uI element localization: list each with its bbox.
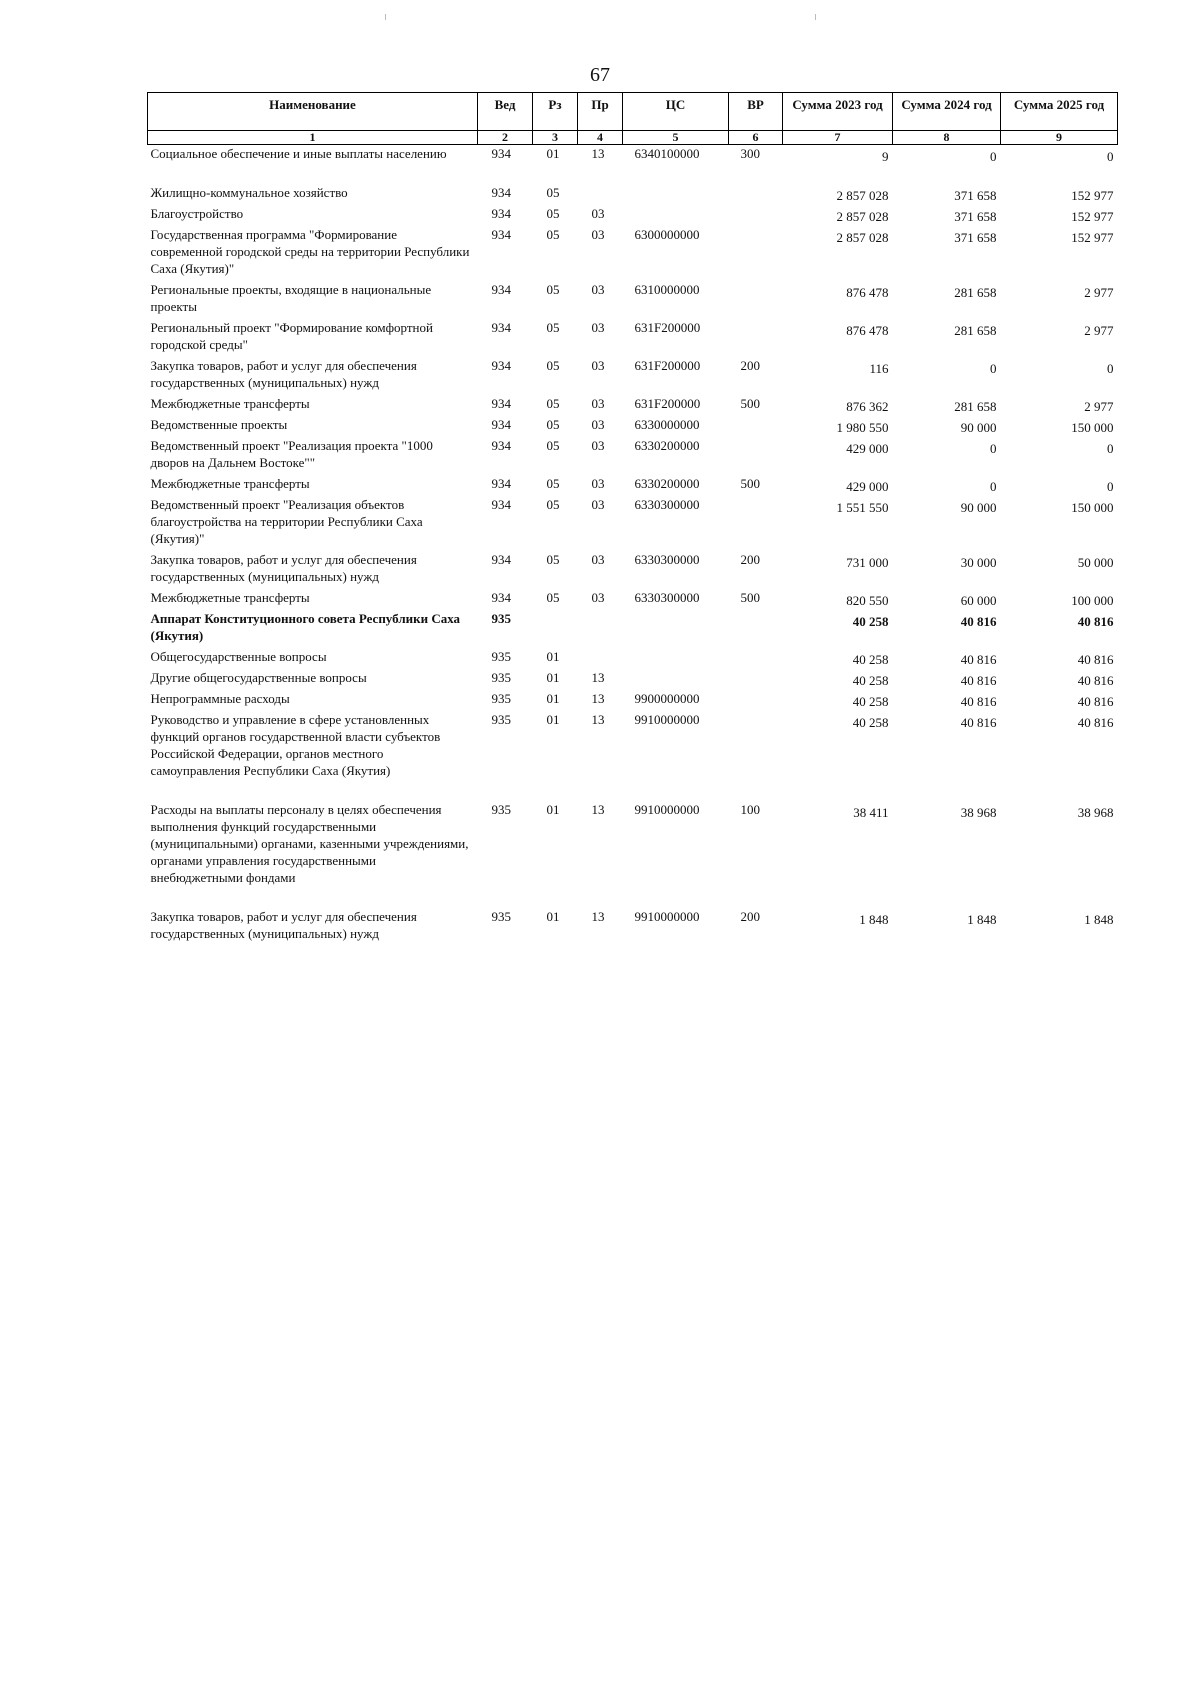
cell-sum-2025-value: 40 816 xyxy=(1077,694,1114,709)
cell-vr: 300 xyxy=(740,146,760,161)
cell-rz: 05 xyxy=(546,590,560,605)
cell-sum-2023-value: 40 258 xyxy=(852,673,889,688)
cell-pr: 03 xyxy=(591,282,605,297)
cell-ved: 934 xyxy=(491,358,511,373)
cell-pr: 03 xyxy=(591,396,605,411)
cell-sum-2024 xyxy=(893,279,1001,317)
cell-name: Ведомственный проект "Реализация проекта "1000 дворов на Дальнем Востоке"" xyxy=(150,438,433,470)
cell-sum-2023-value: 2 857 028 xyxy=(836,209,889,224)
cell-rz: 01 xyxy=(546,691,560,706)
cell-sum-2025 xyxy=(1001,888,1118,944)
cell-name: Межбюджетные трансферты xyxy=(150,396,310,411)
cell-sum-2024-value: 60 000 xyxy=(960,593,997,608)
cell-ved: 934 xyxy=(491,185,511,200)
cell-pr: 03 xyxy=(591,320,605,335)
cell-cs: 631F200000 xyxy=(634,320,701,335)
table-row xyxy=(148,549,1118,587)
cell-name: Другие общегосударственные вопросы xyxy=(150,670,367,685)
cell-rz: 05 xyxy=(546,476,560,491)
cell-sum-2025-value: 40 816 xyxy=(1077,673,1114,688)
cell-sum-2023 xyxy=(783,414,893,435)
cell-sum-2024 xyxy=(893,145,1001,165)
cell-rz: 05 xyxy=(546,320,560,335)
cell-sum-2025-value: 38 968 xyxy=(1077,805,1114,820)
cell-pr: 03 xyxy=(591,497,605,512)
cell-sum-2025 xyxy=(1001,317,1118,355)
cell-vr: 500 xyxy=(740,476,760,491)
cell-sum-2023-value: 1 551 550 xyxy=(836,500,889,515)
cell-sum-2024 xyxy=(893,549,1001,587)
cell-rz: 05 xyxy=(546,358,560,373)
cell-sum-2025-value: 0 xyxy=(1107,441,1114,456)
table-row xyxy=(148,145,1118,165)
cell-sum-2025-value: 150 000 xyxy=(1071,500,1114,515)
cell-sum-2023 xyxy=(783,317,893,355)
cell-name: Региональный проект "Формирование комфортной городской среды" xyxy=(150,320,433,352)
table-row xyxy=(148,667,1118,688)
cell-sum-2024-value: 0 xyxy=(990,149,997,164)
cell-cs xyxy=(623,203,729,224)
cell-sum-2025-value: 2 977 xyxy=(1084,285,1114,300)
cell-rz: 01 xyxy=(546,802,560,817)
cell-sum-2024-value: 40 816 xyxy=(960,652,997,667)
table-row xyxy=(148,646,1118,667)
cell-sum-2024 xyxy=(893,608,1001,646)
header-sum-2023: Сумма 2023 год xyxy=(783,93,893,131)
cell-sum-2023-value: 116 xyxy=(869,361,889,376)
cell-cs: 6330200000 xyxy=(634,438,700,453)
cell-sum-2023-value: 40 258 xyxy=(852,715,889,730)
column-number: 7 xyxy=(783,131,893,145)
cell-vr xyxy=(729,317,783,355)
table-row xyxy=(148,709,1118,781)
cell-cs xyxy=(623,164,729,203)
cell-sum-2025-value: 50 000 xyxy=(1077,555,1114,570)
cell-sum-2024-value: 371 658 xyxy=(954,230,997,245)
column-number: 4 xyxy=(578,131,623,145)
table-row xyxy=(148,393,1118,414)
cell-sum-2025 xyxy=(1001,646,1118,667)
cell-name: Руководство и управление в сфере установленных функций органов государственной власти субъектов Российской Федерации, органов местного самоуправления Республики Саха (Якутия) xyxy=(150,712,441,778)
cell-vr: 200 xyxy=(740,358,760,373)
cell-cs: 9910000000 xyxy=(634,712,700,727)
cell-name: Непрограммные расходы xyxy=(150,691,290,706)
cell-pr xyxy=(578,164,623,203)
cell-pr: 03 xyxy=(591,476,605,491)
cell-pr: 03 xyxy=(591,417,605,432)
cell-sum-2024-value: 40 816 xyxy=(960,614,997,629)
cell-vr xyxy=(729,667,783,688)
cell-ved: 935 xyxy=(491,649,511,664)
cell-pr: 13 xyxy=(591,670,605,685)
cell-sum-2025 xyxy=(1001,164,1118,203)
header-cs: ЦС xyxy=(623,93,729,131)
cell-pr: 13 xyxy=(591,691,605,706)
cell-ved: 934 xyxy=(491,227,511,242)
cell-sum-2025 xyxy=(1001,709,1118,781)
cell-vr xyxy=(729,608,783,646)
cell-sum-2023 xyxy=(783,203,893,224)
cell-sum-2024 xyxy=(893,473,1001,494)
cell-sum-2024-value: 90 000 xyxy=(960,420,997,435)
table-row xyxy=(148,608,1118,646)
cell-sum-2025-value: 40 816 xyxy=(1077,652,1114,667)
cell-sum-2023 xyxy=(783,279,893,317)
cell-sum-2025-value: 2 977 xyxy=(1084,323,1114,338)
cell-sum-2023-value: 2 857 028 xyxy=(836,230,889,245)
cell-name: Закупка товаров, работ и услуг для обеспечения государственных (муниципальных) нужд xyxy=(150,552,417,584)
cell-sum-2025-value: 40 816 xyxy=(1077,715,1114,730)
cell-rz: 05 xyxy=(546,552,560,567)
header-name: Наименование xyxy=(148,93,478,131)
cell-ved: 934 xyxy=(491,476,511,491)
cell-sum-2025-value: 150 000 xyxy=(1071,420,1114,435)
cell-sum-2024 xyxy=(893,224,1001,279)
cell-sum-2024-value: 281 658 xyxy=(954,399,997,414)
cell-ved: 934 xyxy=(491,320,511,335)
cell-sum-2025-value: 0 xyxy=(1107,149,1114,164)
cell-sum-2025-value: 0 xyxy=(1107,361,1114,376)
cell-sum-2024 xyxy=(893,781,1001,888)
cell-cs: 9910000000 xyxy=(634,802,700,817)
cell-sum-2025 xyxy=(1001,494,1118,549)
cell-vr xyxy=(729,494,783,549)
cell-sum-2025 xyxy=(1001,355,1118,393)
cell-sum-2025 xyxy=(1001,667,1118,688)
header-pr: Пр xyxy=(578,93,623,131)
cell-sum-2025 xyxy=(1001,145,1118,165)
cell-sum-2025-value: 0 xyxy=(1107,479,1114,494)
cell-sum-2025 xyxy=(1001,473,1118,494)
cell-sum-2024-value: 38 968 xyxy=(960,805,997,820)
cell-ved: 934 xyxy=(491,417,511,432)
header-sum-2024: Сумма 2024 год xyxy=(893,93,1001,131)
cell-sum-2023 xyxy=(783,781,893,888)
cell-cs: 6310000000 xyxy=(634,282,700,297)
cell-sum-2024-value: 371 658 xyxy=(954,188,997,203)
cell-name: Ведомственный проект "Реализация объектов благоустройства на территории Республики Саха (Якутия)" xyxy=(150,497,423,546)
cell-rz: 05 xyxy=(546,497,560,512)
cell-name: Межбюджетные трансферты xyxy=(150,590,310,605)
cell-name: Расходы на выплаты персоналу в целях обеспечения выполнения функций государственными (муниципальными) органами, казенными учреждениями, органами управления государственными внебюджетными фондами xyxy=(150,802,469,885)
cell-rz: 01 xyxy=(546,649,560,664)
cell-vr xyxy=(729,224,783,279)
cell-name: Социальное обеспечение и иные выплаты населению xyxy=(150,146,447,161)
cell-sum-2023 xyxy=(783,224,893,279)
cell-sum-2024-value: 40 816 xyxy=(960,694,997,709)
cell-sum-2023 xyxy=(783,164,893,203)
column-number: 9 xyxy=(1001,131,1118,145)
cell-ved: 934 xyxy=(491,206,511,221)
cell-sum-2025-value: 40 816 xyxy=(1077,614,1114,629)
cell-ved: 935 xyxy=(491,909,511,924)
cell-cs: 6330300000 xyxy=(634,590,700,605)
cell-ved: 934 xyxy=(491,396,511,411)
cell-sum-2024 xyxy=(893,414,1001,435)
cell-vr: 200 xyxy=(740,552,760,567)
cell-vr xyxy=(729,164,783,203)
cell-ved: 934 xyxy=(491,282,511,297)
cell-sum-2025-value: 152 977 xyxy=(1071,188,1114,203)
cell-cs xyxy=(623,646,729,667)
cell-cs: 6330000000 xyxy=(634,417,700,432)
table-row xyxy=(148,355,1118,393)
cell-ved: 934 xyxy=(491,590,511,605)
cell-sum-2023 xyxy=(783,355,893,393)
cell-name: Общегосударственные вопросы xyxy=(150,649,327,664)
cell-pr: 03 xyxy=(591,206,605,221)
cell-sum-2025 xyxy=(1001,224,1118,279)
cell-rz: 05 xyxy=(546,185,560,200)
cell-name: Государственная программа "Формирование современной городской среды на территории Республики Саха (Якутия)" xyxy=(150,227,470,276)
cell-sum-2023-value: 731 000 xyxy=(846,555,889,570)
cell-pr xyxy=(578,646,623,667)
cell-sum-2023-value: 40 258 xyxy=(852,614,889,629)
cell-sum-2024 xyxy=(893,203,1001,224)
cell-sum-2025 xyxy=(1001,608,1118,646)
header-row xyxy=(148,93,1118,131)
cell-sum-2023 xyxy=(783,473,893,494)
cell-ved: 935 xyxy=(491,611,511,626)
cell-sum-2024-value: 90 000 xyxy=(960,500,997,515)
table-row xyxy=(148,781,1118,888)
cell-vr: 100 xyxy=(740,802,760,817)
cell-sum-2024-value: 0 xyxy=(990,441,997,456)
cell-rz: 05 xyxy=(546,282,560,297)
cell-rz: 01 xyxy=(546,909,560,924)
column-number: 5 xyxy=(623,131,729,145)
table-body xyxy=(148,145,1118,945)
cell-ved: 935 xyxy=(491,712,511,727)
header-rz: Рз xyxy=(533,93,578,131)
cell-sum-2023 xyxy=(783,494,893,549)
page-number: 67 xyxy=(590,64,610,86)
table-row xyxy=(148,473,1118,494)
cell-sum-2023 xyxy=(783,393,893,414)
cell-sum-2024-value: 30 000 xyxy=(960,555,997,570)
table-row xyxy=(148,224,1118,279)
cell-vr xyxy=(729,709,783,781)
cell-rz: 05 xyxy=(546,417,560,432)
cell-ved: 934 xyxy=(491,552,511,567)
cell-sum-2024-value: 281 658 xyxy=(954,285,997,300)
cell-sum-2024 xyxy=(893,667,1001,688)
cell-sum-2024 xyxy=(893,688,1001,709)
cell-sum-2023-value: 876 478 xyxy=(846,323,889,338)
cell-sum-2024 xyxy=(893,888,1001,944)
cell-rz: 05 xyxy=(546,396,560,411)
cell-sum-2023-value: 876 478 xyxy=(846,285,889,300)
cell-sum-2025 xyxy=(1001,279,1118,317)
header-sum-2025: Сумма 2025 год xyxy=(1001,93,1118,131)
cell-sum-2023-value: 820 550 xyxy=(846,593,889,608)
cell-sum-2024 xyxy=(893,646,1001,667)
table-row xyxy=(148,587,1118,608)
cell-ved: 935 xyxy=(491,802,511,817)
cell-cs xyxy=(623,667,729,688)
cell-cs: 9900000000 xyxy=(634,691,700,706)
cell-sum-2025 xyxy=(1001,549,1118,587)
column-number: 3 xyxy=(533,131,578,145)
cell-sum-2023-value: 9 xyxy=(882,149,889,164)
cell-sum-2024-value: 1 848 xyxy=(967,912,997,927)
cell-vr xyxy=(729,435,783,473)
cell-sum-2025 xyxy=(1001,203,1118,224)
table-row xyxy=(148,164,1118,203)
cell-sum-2025 xyxy=(1001,414,1118,435)
cell-sum-2023 xyxy=(783,646,893,667)
cell-pr: 03 xyxy=(591,227,605,242)
cell-rz xyxy=(533,608,578,646)
cell-sum-2025-value: 100 000 xyxy=(1071,593,1114,608)
cell-sum-2023 xyxy=(783,888,893,944)
cell-sum-2023-value: 429 000 xyxy=(846,441,889,456)
cell-vr xyxy=(729,279,783,317)
cell-name: Ведомственные проекты xyxy=(150,417,288,432)
cell-sum-2023-value: 1 848 xyxy=(859,912,889,927)
column-number: 8 xyxy=(893,131,1001,145)
cell-pr: 03 xyxy=(591,552,605,567)
cell-rz: 01 xyxy=(546,146,560,161)
cell-name: Аппарат Конституционного совета Республики Саха (Якутия) xyxy=(150,611,461,643)
cell-cs: 6330200000 xyxy=(634,476,700,491)
cell-cs: 6330300000 xyxy=(634,552,700,567)
cell-vr: 200 xyxy=(740,909,760,924)
cell-sum-2023-value: 2 857 028 xyxy=(836,188,889,203)
cell-sum-2024 xyxy=(893,317,1001,355)
cell-sum-2025 xyxy=(1001,435,1118,473)
cell-sum-2023-value: 38 411 xyxy=(853,805,889,820)
cell-sum-2024-value: 40 816 xyxy=(960,673,997,688)
cell-sum-2023 xyxy=(783,549,893,587)
cell-name: Закупка товаров, работ и услуг для обеспечения государственных (муниципальных) нужд xyxy=(150,358,417,390)
cell-pr: 03 xyxy=(591,358,605,373)
cell-name: Межбюджетные трансферты xyxy=(150,476,310,491)
cell-cs: 6300000000 xyxy=(634,227,700,242)
cell-sum-2024 xyxy=(893,709,1001,781)
table-row xyxy=(148,688,1118,709)
column-number: 1 xyxy=(148,131,478,145)
cell-sum-2025 xyxy=(1001,781,1118,888)
table-row xyxy=(148,317,1118,355)
cell-vr xyxy=(729,688,783,709)
budget-table xyxy=(147,92,1118,944)
cell-pr: 03 xyxy=(591,438,605,453)
cell-cs: 631F200000 xyxy=(634,396,701,411)
cell-pr: 13 xyxy=(591,802,605,817)
cell-sum-2025-value: 152 977 xyxy=(1071,209,1114,224)
cell-sum-2025-value: 152 977 xyxy=(1071,230,1114,245)
cell-sum-2023-value: 876 362 xyxy=(846,399,889,414)
cell-rz: 05 xyxy=(546,227,560,242)
cell-sum-2024-value: 371 658 xyxy=(954,209,997,224)
cell-cs: 9910000000 xyxy=(634,909,700,924)
cell-ved: 935 xyxy=(491,670,511,685)
cell-sum-2025 xyxy=(1001,688,1118,709)
column-number-row xyxy=(148,131,1118,145)
cell-ved: 935 xyxy=(491,691,511,706)
cell-sum-2023 xyxy=(783,688,893,709)
table-row xyxy=(148,414,1118,435)
cell-sum-2024-value: 281 658 xyxy=(954,323,997,338)
cell-sum-2024-value: 40 816 xyxy=(960,715,997,730)
cell-name: Благоустройство xyxy=(150,206,244,221)
cell-ved: 934 xyxy=(491,438,511,453)
cell-rz: 01 xyxy=(546,712,560,727)
cell-vr xyxy=(729,646,783,667)
table-row xyxy=(148,888,1118,944)
cell-name: Жилищно-коммунальное хозяйство xyxy=(150,185,348,200)
cell-sum-2024 xyxy=(893,435,1001,473)
cell-sum-2025 xyxy=(1001,587,1118,608)
cell-sum-2023-value: 429 000 xyxy=(846,479,889,494)
cell-sum-2025-value: 1 848 xyxy=(1084,912,1114,927)
cell-sum-2024 xyxy=(893,164,1001,203)
table-row xyxy=(148,279,1118,317)
cell-rz: 01 xyxy=(546,670,560,685)
column-number: 2 xyxy=(478,131,533,145)
cell-sum-2023 xyxy=(783,587,893,608)
cell-vr xyxy=(729,203,783,224)
cell-cs: 6330300000 xyxy=(634,497,700,512)
cell-pr: 13 xyxy=(591,712,605,727)
cell-ved: 934 xyxy=(491,146,511,161)
table-row xyxy=(148,203,1118,224)
cell-pr: 13 xyxy=(591,909,605,924)
cell-vr: 500 xyxy=(740,396,760,411)
cell-name: Закупка товаров, работ и услуг для обеспечения государственных (муниципальных) нужд xyxy=(150,909,417,941)
cell-vr: 500 xyxy=(740,590,760,605)
cell-sum-2024-value: 0 xyxy=(990,361,997,376)
cell-sum-2024 xyxy=(893,393,1001,414)
cell-sum-2024 xyxy=(893,494,1001,549)
cell-ved: 934 xyxy=(491,497,511,512)
table-row xyxy=(148,435,1118,473)
cell-pr: 13 xyxy=(591,146,605,161)
cell-cs: 631F200000 xyxy=(634,358,701,373)
header-vr: ВР xyxy=(729,93,783,131)
column-number: 6 xyxy=(729,131,783,145)
cell-sum-2023 xyxy=(783,608,893,646)
cell-sum-2023 xyxy=(783,709,893,781)
cell-pr xyxy=(578,608,623,646)
scan-mark xyxy=(385,14,386,20)
cell-vr xyxy=(729,414,783,435)
cell-sum-2023-value: 40 258 xyxy=(852,694,889,709)
header-ved: Вед xyxy=(478,93,533,131)
cell-sum-2024 xyxy=(893,355,1001,393)
cell-sum-2024 xyxy=(893,587,1001,608)
cell-cs: 6340100000 xyxy=(634,146,700,161)
cell-sum-2023-value: 40 258 xyxy=(852,652,889,667)
scan-mark xyxy=(815,14,816,20)
cell-sum-2023 xyxy=(783,145,893,165)
cell-sum-2023 xyxy=(783,435,893,473)
cell-rz: 05 xyxy=(546,438,560,453)
cell-cs xyxy=(623,608,729,646)
cell-sum-2023 xyxy=(783,667,893,688)
cell-rz: 05 xyxy=(546,206,560,221)
cell-sum-2023-value: 1 980 550 xyxy=(836,420,889,435)
cell-sum-2024-value: 0 xyxy=(990,479,997,494)
cell-sum-2025 xyxy=(1001,393,1118,414)
cell-pr: 03 xyxy=(591,590,605,605)
cell-name: Региональные проекты, входящие в национальные проекты xyxy=(150,282,432,314)
cell-sum-2025-value: 2 977 xyxy=(1084,399,1114,414)
table-row xyxy=(148,494,1118,549)
